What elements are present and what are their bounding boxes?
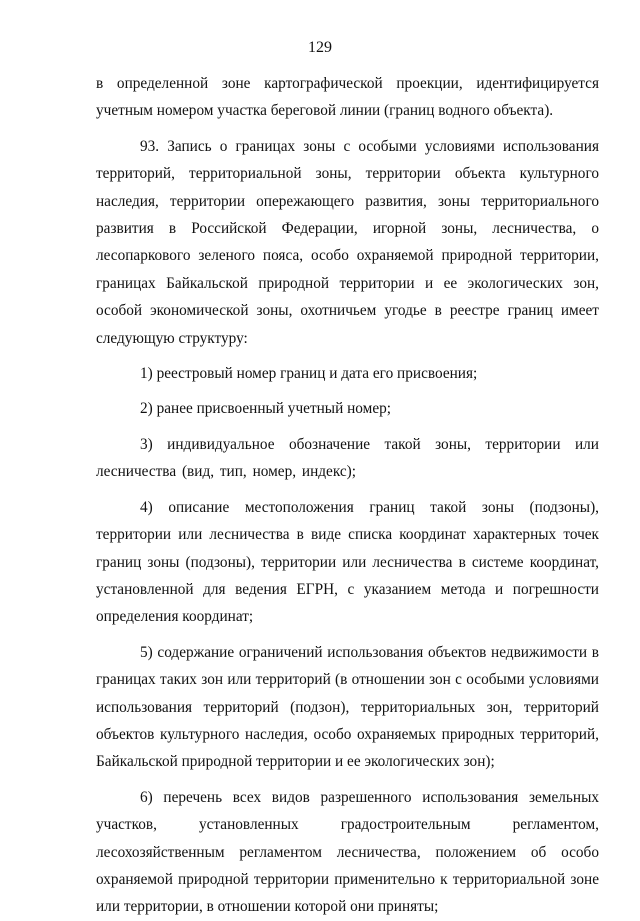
paragraph-93: 93. Запись о границах зоны с особыми условиями использования территорий, территориальной зоны, территории объекта культурного наследия, территории опережающего развития, зоны территориального развития в Российской Федерации, игорной зоны, лесничества, о лесопаркового зеленого пояса, особо охраняемой природной территории, границах Байкальской природной территории и ее экологических зон, особой экономической зоны, охотничьем угодье в реестре границ имеет следующую структуру: — [96, 137, 599, 347]
paragraph-continuation: в определенной зоне картографической проекции, идентифицируется учетным номером участка береговой линии (границ водного объекта). — [96, 75, 599, 120]
list-item-5: 5) содержание ограничений использования объектов недвижимости в границах таких зон или территорий (в отношении зон с особыми условиями использования территорий (подзон), территориальных зон, территорий объектов культурного наследия, особо охраняемых природных территорий, Байкальской природной территории и ее экологических зон); — [96, 643, 599, 771]
document-body — [96, 70, 599, 921]
list-item-4: 4) описание местоположения границ такой зоны (подзоны), территории или лесничества в виде списка координат характерных точек границ зоны (подзоны), территории или лесничества в системе координат, установленной для ведения ЕГРН, с указанием метода и погрешности определения координат; — [96, 498, 599, 626]
list-item-6: 6) перечень всех видов разрешенного использования земельных участков, установленных градостроительным регламентом, лесохозяйственным регламентом лесничества, положением об особо охраняемой природной территории применительно к территориальной зоне или территории, в отношении которой они приняты; — [96, 788, 599, 916]
list-item-2: 2) ранее присвоенный учетный номер; — [140, 400, 392, 418]
list-item-3: 3) индивидуальное обозначение такой зоны, территории или лесничества (вид, тип, номер, индекс); — [96, 435, 599, 481]
list-item-1: 1) реестровый номер границ и дата его присвоения; — [140, 365, 478, 383]
page-number: 129 — [308, 39, 332, 56]
